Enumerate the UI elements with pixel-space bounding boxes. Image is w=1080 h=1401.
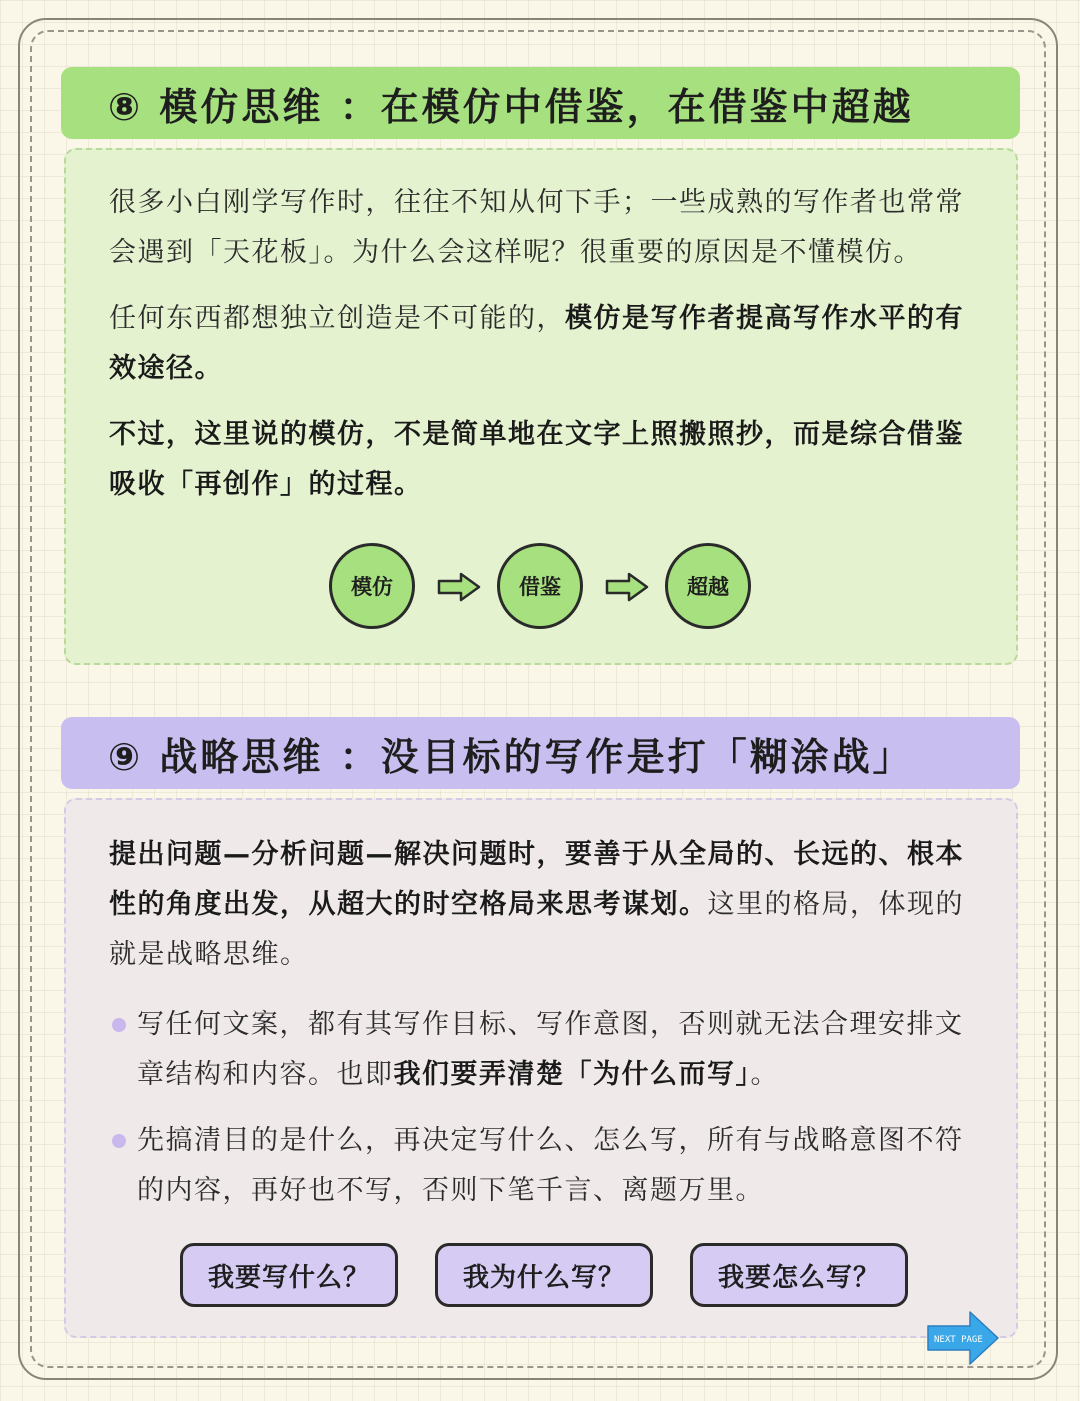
section-9-bullet-1-end: 。 xyxy=(750,1059,779,1090)
flow-step-borrow: 借鉴 xyxy=(497,543,583,629)
section-8-title: ⑧ 模仿思维 ：在模仿中借鉴，在借鉴中超越 xyxy=(62,68,1019,138)
section-9-bullet-1-normal: 写任何文案，都有其写作目标、写作意图，否则就无法合理安排文章结构和内容。也即 xyxy=(137,1009,964,1090)
bullet-dot-icon xyxy=(112,1134,126,1148)
next-page-label: NEXT PAGE xyxy=(934,1335,983,1345)
flow-step-surpass: 超越 xyxy=(665,543,751,629)
question-why-write: 我为什么写？ xyxy=(435,1243,653,1307)
flow-arrow-icon xyxy=(437,572,481,602)
section-8-paragraph-2 xyxy=(109,294,979,394)
section-9-bullet-1 xyxy=(137,1000,977,1100)
flow-step-imitate: 模仿 xyxy=(329,543,415,629)
section-8-paragraph-2-bold: 模仿是写作者提高写作水平的有效途径。 xyxy=(109,303,964,384)
section-9-paragraph-1-normal: 这里的格局，体现的就是战略思维。 xyxy=(109,889,964,970)
next-page-arrow-icon[interactable] xyxy=(924,1308,1002,1368)
section-9-paragraph-1 xyxy=(109,830,979,980)
section-9-bullet-1-bold: 我们要弄清楚「为什么而写」 xyxy=(393,1059,751,1090)
flow-arrow-icon xyxy=(605,572,649,602)
section-8-paragraph-3 xyxy=(109,410,979,510)
section-9-bullet-2: 先搞清目的是什么，再决定写什么、怎么写，所有与战略意图不符的内容，再好也不写，否则下笔千言、离题万里。 xyxy=(137,1125,964,1206)
section-8-paragraph-1: 很多小白刚学写作时，往往不知从何下手；一些成熟的写作者也常常会遇到「天花板」。为什么会这样呢？很重要的原因是不懂模仿。 xyxy=(109,187,964,268)
bullet-dot-icon xyxy=(112,1018,126,1032)
section-8-paragraph-2-normal: 任何东西都想独立创造是不可能的， xyxy=(109,303,565,334)
question-what-to-write: 我要写什么？ xyxy=(180,1243,398,1307)
section-9-paragraph-1-bold: 提出问题—分析问题—解决问题时，要善于从全局的、长远的、根本性的角度出发，从超大的时空格局来思考谋划。 xyxy=(109,839,964,920)
question-how-to-write: 我要怎么写？ xyxy=(690,1243,908,1307)
section-9-title: ⑨ 战略思维 ：没目标的写作是打「糊涂战」 xyxy=(62,718,1019,788)
section-8-paragraph-3-bold: 不过，这里说的模仿，不是简单地在文字上照搬照抄，而是综合借鉴吸收「再创作」的过程。 xyxy=(109,419,964,500)
